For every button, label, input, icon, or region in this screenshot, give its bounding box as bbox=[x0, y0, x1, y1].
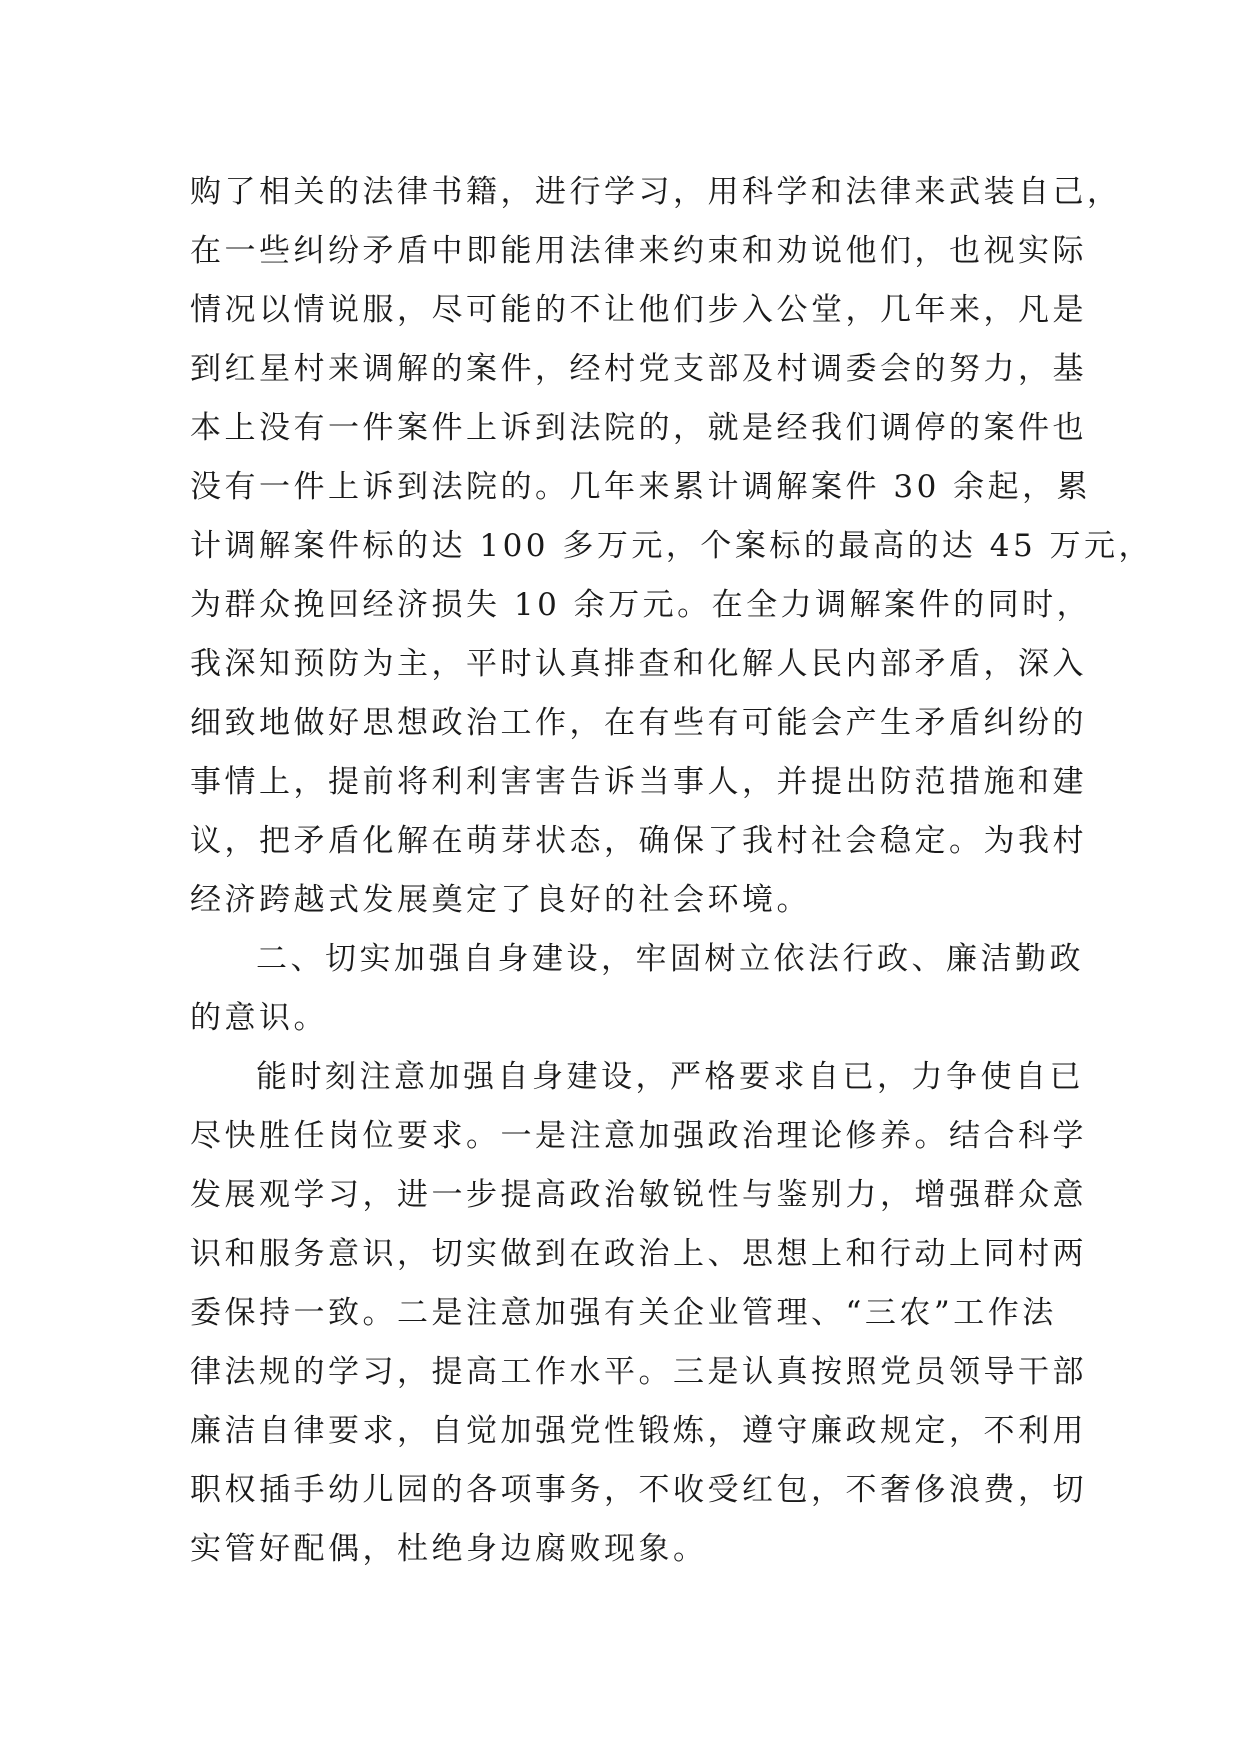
text-line: 职权插手幼儿园的各项事务，不收受红包，不奢侈浪费，切 bbox=[190, 1472, 1087, 1508]
text-line: 实管好配偶，杜绝身边腐败现象。 bbox=[190, 1531, 708, 1567]
text-line: 在一些纠纷矛盾中即能用法律来约束和劝说他们，也视实际 bbox=[190, 233, 1087, 269]
text-line: 到红星村来调解的案件，经村党支部及村调委会的努力，基 bbox=[190, 351, 1087, 387]
text-line: 廉洁自律要求，自觉加强党性锻炼，遵守廉政规定，不利用 bbox=[190, 1413, 1087, 1449]
text-line: 细致地做好思想政治工作，在有些有可能会产生矛盾纠纷的 bbox=[190, 705, 1087, 741]
body-text bbox=[190, 163, 1154, 1579]
text-line: 尽快胜任岗位要求。一是注意加强政治理论修养。结合科学 bbox=[190, 1118, 1087, 1154]
text-line: 为群众挽回经济损失 10 余万元。在全力调解案件的同时， bbox=[190, 587, 1092, 623]
text-line: 经济跨越式发展奠定了良好的社会环境。 bbox=[190, 882, 811, 918]
text-line: 本上没有一件案件上诉到法院的，就是经我们调停的案件也 bbox=[190, 410, 1087, 446]
text-line: 能时刻注意加强自身建设，严格要求自已，力争使自已 bbox=[256, 1059, 1084, 1095]
text-line: 律法规的学习，提高工作水平。三是认真按照党员领导干部 bbox=[190, 1354, 1087, 1390]
text-line: 二、切实加强自身建设，牢固树立依法行政、廉洁勤政 bbox=[256, 941, 1084, 977]
text-line: 没有一件上诉到法院的。几年来累计调解案件 30 余起，累 bbox=[190, 469, 1092, 505]
text-line: 委保持一致。二是注意加强有关企业管理、“三农”工作法 bbox=[190, 1295, 1057, 1331]
text-line: 识和服务意识，切实做到在政治上、思想上和行动上同村两 bbox=[190, 1236, 1087, 1272]
text-line: 情况以情说服，尽可能的不让他们步入公堂，几年来，凡是 bbox=[190, 292, 1087, 328]
text-line: 计调解案件标的达 100 多万元，个案标的最高的达 45 万元， bbox=[190, 528, 1154, 564]
text-line: 议，把矛盾化解在萌芽状态，确保了我村社会稳定。为我村 bbox=[190, 823, 1087, 859]
text-line: 的意识。 bbox=[190, 1000, 328, 1036]
text-line: 事情上，提前将利利害害告诉当事人，并提出防范措施和建 bbox=[190, 764, 1087, 800]
text-line: 购了相关的法律书籍，进行学习，用科学和法律来武装自己， bbox=[190, 174, 1122, 210]
text-line: 我深知预防为主，平时认真排查和化解人民内部矛盾，深入 bbox=[190, 646, 1087, 682]
text-line: 发展观学习，进一步提高政治敏锐性与鉴别力，增强群众意 bbox=[190, 1177, 1087, 1213]
